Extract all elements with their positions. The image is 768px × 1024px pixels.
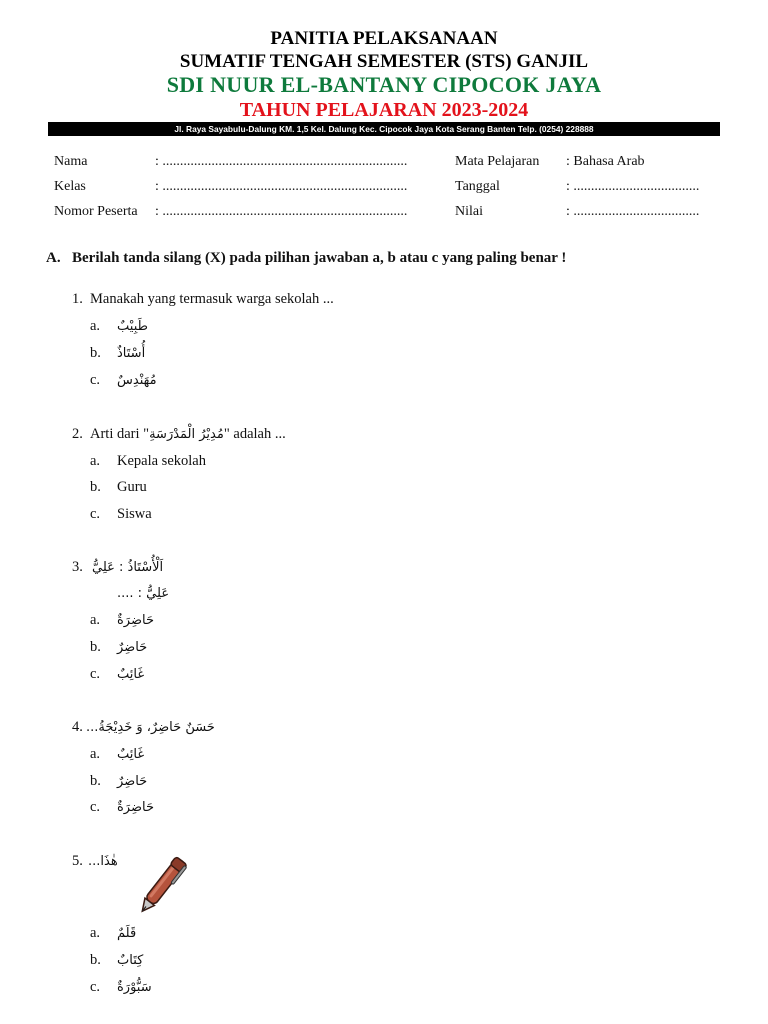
option-text: قَلَمٌ: [117, 926, 137, 941]
field-value-score[interactable]: : ....................................: [566, 204, 700, 219]
option-letter: b.: [90, 479, 101, 495]
question-text-after: " adalah ...: [223, 426, 286, 442]
option-text: حَاضِرَةٌ: [117, 800, 155, 815]
field-value-name[interactable]: : ......................................................................: [155, 154, 408, 169]
option-5b[interactable]: [90, 950, 143, 971]
school-name: SDI NUUR EL-BANTANY CIPOCOK JAYA: [166, 72, 602, 97]
question-number: 1.: [72, 291, 83, 307]
option-1c[interactable]: [90, 370, 157, 391]
question-text: هٰذَا...: [88, 854, 118, 869]
question-number: 2.: [72, 426, 83, 442]
section-letter: A.: [46, 250, 61, 266]
exam-title: SUMATIF TENGAH SEMESTER (STS) GANJIL: [179, 51, 589, 72]
instruction-text: Berilah tanda silang (X) pada pilihan jawaban a, b atau c yang paling benar !: [72, 250, 567, 266]
question-5: [72, 851, 118, 872]
option-text: أُسْتَاذٌ: [117, 346, 146, 361]
option-text: غَائِبٌ: [117, 747, 145, 762]
option-text: Kepala sekolah: [117, 453, 206, 469]
question-text: اَلْأُسْتَاذُ : عَلِيُّ: [92, 560, 164, 575]
question-3-line2: [117, 583, 169, 604]
field-value-date[interactable]: : ....................................: [566, 179, 700, 194]
field-value-subject: : Bahasa Arab: [566, 154, 645, 169]
field-value-participant-number[interactable]: : ......................................................................: [155, 204, 408, 219]
option-letter: a.: [90, 746, 101, 762]
option-letter: b.: [90, 773, 101, 789]
question-3: [72, 557, 163, 578]
field-label-date: Tanggal: [455, 179, 500, 194]
option-text: حَاضِرَةٌ: [117, 613, 155, 628]
option-4a[interactable]: [90, 744, 144, 765]
option-text: حَاضِرٌ: [117, 640, 148, 655]
section-instruction: [46, 248, 566, 268]
option-2c[interactable]: [90, 504, 152, 524]
option-letter: c.: [90, 799, 101, 815]
option-2b[interactable]: [90, 477, 147, 497]
question-1: [72, 289, 334, 309]
option-text: Guru: [117, 479, 147, 495]
option-text: Siswa: [117, 506, 152, 522]
field-label-class: Kelas: [54, 179, 86, 194]
question-4: [72, 717, 215, 738]
question-text-line2: عَلِيُّ : ....: [117, 586, 170, 601]
option-letter: b.: [90, 639, 101, 655]
question-text: Manakah yang termasuk warga sekolah ...: [90, 291, 334, 307]
option-5a[interactable]: [90, 923, 136, 944]
question-text-before: Arti dari ": [90, 426, 150, 442]
option-letter: a.: [90, 453, 101, 469]
option-text: حَاضِرٌ: [117, 774, 148, 789]
field-label-participant-number: Nomor Peserta: [54, 204, 138, 219]
option-letter: b.: [90, 345, 101, 361]
option-5c[interactable]: [90, 977, 152, 998]
option-4c[interactable]: [90, 797, 154, 818]
option-1b[interactable]: [90, 343, 145, 364]
option-letter: c.: [90, 666, 101, 682]
academic-year: TAHUN PELAJARAN 2023-2024: [239, 99, 529, 121]
field-label-subject: Mata Pelajaran: [455, 154, 540, 169]
option-text: كِتَابٌ: [117, 953, 144, 968]
question-number: 3.: [72, 559, 83, 575]
option-3a[interactable]: [90, 610, 154, 631]
field-label-score: Nilai: [455, 204, 483, 219]
option-letter: a.: [90, 925, 101, 941]
option-3b[interactable]: [90, 637, 147, 658]
option-letter: c.: [90, 506, 101, 522]
option-2a[interactable]: [90, 451, 206, 471]
option-4b[interactable]: [90, 771, 147, 792]
address-bar: Jl. Raya Sayabulu-Dalung KM. 1,5 Kel. Dalung Kec. Cipocok Jaya Kota Serang Banten Telp. (0254) 228888: [48, 122, 720, 136]
option-letter: a.: [90, 612, 101, 628]
field-value-class[interactable]: : ......................................................................: [155, 179, 408, 194]
option-text: غَائِبٌ: [117, 667, 145, 682]
question-number: 5.: [72, 853, 83, 869]
option-text: مُهَنْدِسٌ: [117, 373, 157, 388]
option-text: سَبُّوْرَةٌ: [117, 980, 152, 995]
option-3c[interactable]: [90, 664, 144, 685]
pen-image: [134, 850, 190, 922]
option-text: طَبِيْبٌ: [117, 319, 148, 334]
option-letter: b.: [90, 952, 101, 968]
option-letter: c.: [90, 979, 101, 995]
question-text: حَسَنٌ حَاضِرٌ، وَ خَدِيْجَةُ...: [86, 720, 215, 735]
question-2: [72, 424, 286, 445]
option-letter: c.: [90, 372, 101, 388]
option-letter: a.: [90, 318, 101, 334]
field-label-name: Nama: [54, 154, 88, 169]
option-1a[interactable]: [90, 316, 148, 337]
committee-title: PANITIA PELAKSANAAN: [270, 28, 498, 49]
question-number: 4.: [72, 719, 83, 735]
question-text-arabic: مُدِيْرُ الْمَدْرَسَةِ: [149, 427, 224, 442]
